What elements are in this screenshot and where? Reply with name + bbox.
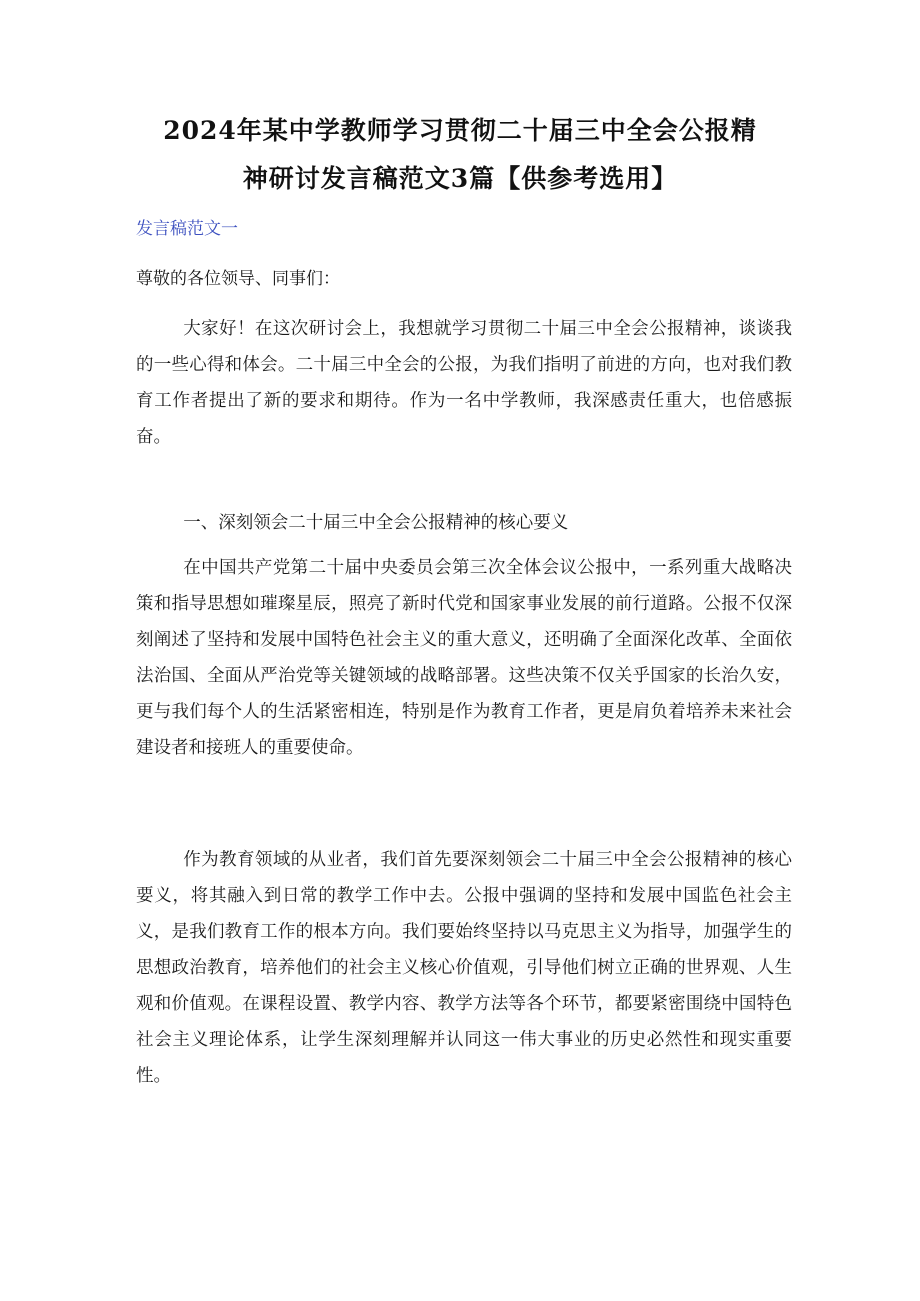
salutation: 尊敬的各位领导、同事们： [136, 269, 340, 289]
document-title-line-1: 2024年某中学教师学习贯彻二十届三中全会公报精 [163, 116, 757, 145]
section-label: 发言稿范文一 [136, 219, 238, 239]
section-heading: 一、深刻领会二十届三中全会公报精神的核心要义 [183, 513, 569, 533]
paragraph-opening: 大家好！在这次研讨会上，我想就学习贯彻二十届三中全会公报精神，谈谈我的一些心得和体会。二十届三中全会的公报，为我们指明了前进的方向，也对我们教育工作者提出了新的要求和期待。作为一名中学教师，我深感责任重大，也倍感振奋。 [136, 319, 792, 447]
document-title-line-2: 神研讨发言稿范文3篇【供参考选用】 [242, 164, 678, 193]
paragraph-body: 在中国共产党第二十届中央委员会第三次全体会议公报中，一系列重大战略决策和指导思想如璀璨星辰，照亮了新时代党和国家事业发展的前行道路。公报不仅深刻阐述了坚持和发展中国特色社会主义的重大意义，还明确了全面深化改革、全面依法治国、全面从严治党等关键领域的战略部署。这些决策不仅关乎国家的长治久安，更与我们每个人的生活紧密相连，特别是作为教育工作者，更是肩负着培养未来社会建设者和接班人的重要使命。 [136, 558, 792, 758]
paragraph-body: 作为教育领域的从业者，我们首先要深刻领会二十届三中全会公报精神的核心要义，将其融入到日常的教学工作中去。公报中强调的坚持和发展中国监色社会主义，是我们教育工作的根本方向。我们要始终坚持以马克思主义为指导，加强学生的思想政治教育，培养他们的社会主义核心价值观，引导他们树立正确的世界观、人生观和价值观。在课程设置、教学内容、教学方法等各个环节，都要紧密围绕中国特色社会主义理论体系，让学生深刻理解并认同这一伟大事业的历史必然性和现实重要性。 [136, 850, 792, 1086]
